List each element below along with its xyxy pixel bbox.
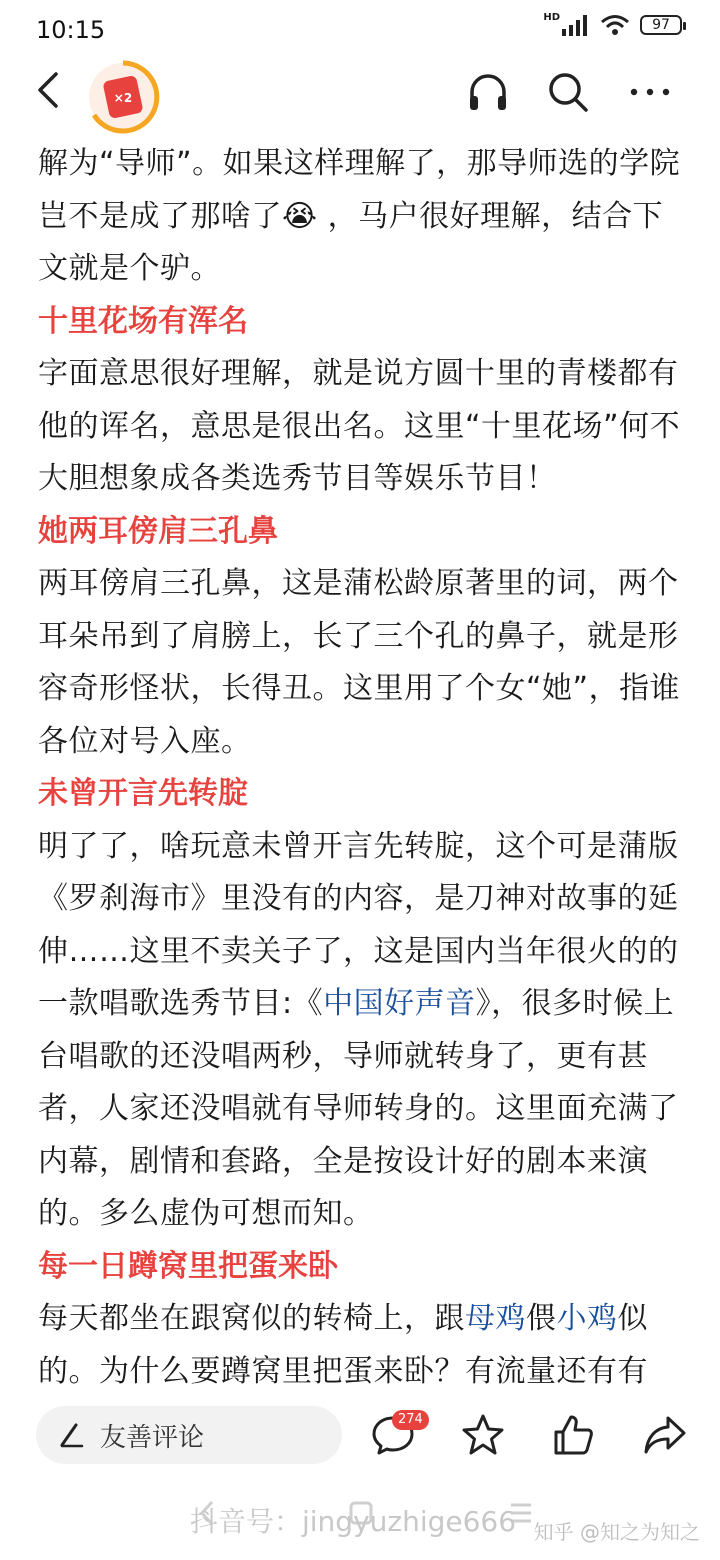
paragraph-text: 每天都坐在跟窝似的转椅上，跟	[38, 1301, 465, 1336]
status-icons	[543, 11, 682, 36]
hen-link[interactable]: 母鸡	[465, 1301, 526, 1336]
paragraph-text: 》，很多时候上台唱歌的还没唱两秒，导师就转身了，更有甚者，人家还没唱就有导师转身的。这里面充满了内幕，剧情和套路，全是按设计好的剧本来演的。多么虚伪可想而知。	[38, 986, 679, 1231]
section-heading: 未曾开言先转腚	[38, 776, 248, 811]
section-heading: 每一日蹲窝里把蛋来卧	[38, 1248, 338, 1284]
bottom-action-bar	[0, 1398, 720, 1472]
paragraph	[38, 821, 688, 1241]
back-arrow-icon[interactable]	[30, 70, 70, 110]
red-packet-icon	[86, 60, 160, 134]
paragraph: 字面意思很好理解，就是说方圆十里的青楼都有他的诨名，意思是很出名。这里“十里花场”何不大胆想象成各类选秀节目等娱乐节目！	[38, 356, 681, 496]
more-icon[interactable]	[628, 70, 672, 114]
paragraph-text: 偎	[526, 1301, 557, 1336]
thumbs-up-icon[interactable]	[550, 1412, 596, 1458]
signal-icon	[562, 14, 590, 36]
search-icon[interactable]	[546, 70, 590, 114]
article-body	[38, 138, 688, 1390]
paragraph: 解为“导师”。如果这样理解了，那导师选的学院岂不是成了那啥了😭 ，马户很好理解，结合下文就是个驴。	[38, 146, 681, 286]
battery-icon	[640, 15, 682, 35]
paragraph: 两耳傍肩三孔鼻，这是蒲松龄原著里的词，两个耳朵吊到了肩膀上，长了三个孔的鼻子，就是形容奇形怪状，长得丑。这里用了个女“她”，指谁各位对号入座。	[38, 566, 681, 759]
top-app-bar	[0, 60, 720, 140]
show-link[interactable]: 中国好声音	[323, 986, 476, 1021]
douyin-watermark: 抖音号：jingyuzhige666	[190, 1505, 517, 1538]
comment-input[interactable]	[36, 1406, 342, 1464]
wifi-icon	[600, 14, 630, 36]
battery-level: 97	[652, 17, 670, 33]
chick-link[interactable]: 小鸡	[556, 1301, 618, 1336]
reward-avatar[interactable]	[86, 60, 160, 134]
paragraph	[38, 1293, 688, 1390]
headphones-icon[interactable]	[466, 70, 510, 114]
status-bar	[0, 0, 720, 60]
paragraph-text: 明了了，啥玩意未曾开言先转腚，这个可是蒲版《罗刹海市》里没有的内容，是刀神对故事的延伸……这里不卖关子了，这是国内当年很火的的一款唱歌选秀节目:《	[38, 828, 679, 1021]
avatar-badge-text: ×2	[113, 91, 133, 105]
pen-icon	[58, 1421, 86, 1449]
section-heading: 她两耳傍肩三孔鼻	[38, 513, 278, 549]
comment-count-badge: 274	[392, 1410, 429, 1430]
hd-label: HD	[543, 11, 560, 23]
zhihu-watermark: 知乎 @知之为知之	[533, 1520, 700, 1544]
status-time: 10:15	[36, 16, 106, 44]
section-heading: 十里花场有浑名	[38, 303, 248, 339]
paragraph-text: 似的。为什么要蹲窝里把蛋来卧？有流量还有有	[38, 1301, 648, 1389]
star-icon[interactable]	[460, 1412, 506, 1458]
comment-placeholder: 友善评论	[100, 1422, 205, 1453]
share-icon[interactable]	[642, 1412, 688, 1458]
